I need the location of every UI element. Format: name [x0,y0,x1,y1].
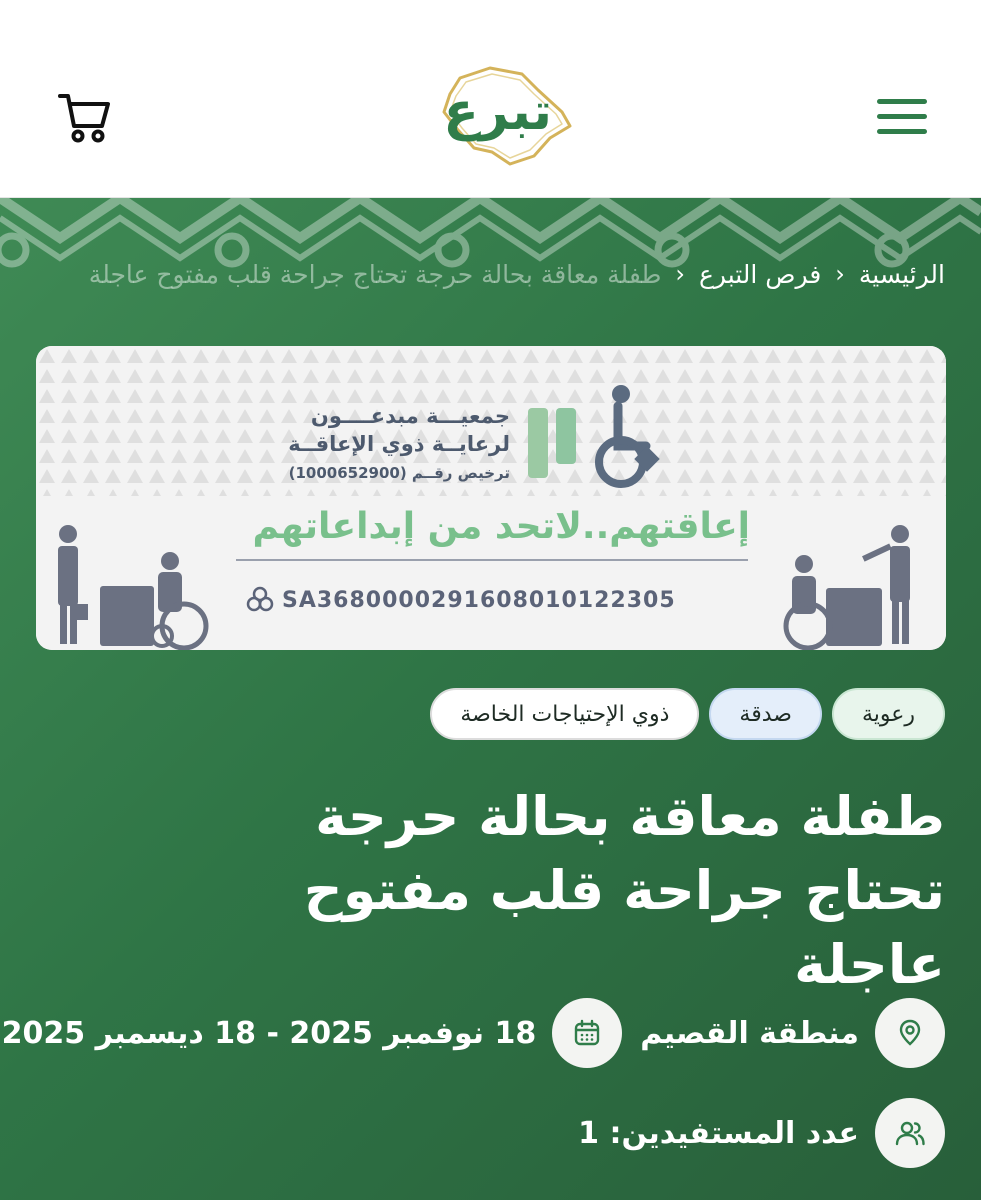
site-logo[interactable] [430,60,575,170]
org-name-line1: جمعيـــة مبدعــــون [310,404,510,428]
cart-icon [56,90,112,146]
menu-line [877,99,927,104]
page-title: طفلة معاقة بحالة حرجة تحتاج جراحة قلب مفتوح عاجلة [303,785,945,996]
info-beneficiaries [578,1098,945,1168]
users-icon [875,1098,945,1168]
date-range-text: 18 نوفمبر 2025 - 18 ديسمبر 2025 [1,1015,537,1051]
org-license: ترخيص رقــم (1000652900) [288,464,510,482]
bank-logo-icon [246,586,274,614]
info-location [640,998,945,1068]
tag-sadaqa[interactable]: صدقة [709,688,822,740]
location-pin-icon [875,998,945,1068]
logo-text: تبرع [443,82,552,142]
breadcrumb-home[interactable]: الرئيسية [858,259,945,289]
breadcrumb-section[interactable]: فرص التبرع [699,259,822,289]
banner-slogan: إعاقتهم..لاتحد من إبداعاتهم [252,506,750,547]
campaign-banner [36,346,946,650]
org-name-line2: لرعايــة ذوي الإعاقــة [288,432,510,456]
menu-line [877,129,927,134]
region-text: منطقة القصيم [640,1015,859,1051]
menu-line [877,114,927,119]
chevron-left-icon: ‹ [835,260,845,288]
tag-special-needs[interactable]: ذوي الإحتياجات الخاصة [430,688,699,740]
chevron-left-icon: ‹ [675,260,685,288]
info-row-location-date [2,998,945,1068]
tag-list [430,688,945,740]
hero-section [0,198,981,1200]
info-dates [2,998,623,1068]
top-header [0,0,981,198]
info-row-beneficiaries [578,1098,945,1168]
beneficiaries-text: عدد المستفيدين: 1 [578,1115,859,1151]
banner-iban [246,586,676,614]
breadcrumb [89,252,945,296]
breadcrumb-current: طفلة معاقة بحالة حرجة تحتاج جراحة قلب مفتوح عاجلة [88,259,662,289]
calendar-icon [552,998,622,1068]
cart-button[interactable] [56,90,112,146]
hamburger-icon[interactable] [877,97,927,137]
tag-raawiya[interactable]: رعوية [832,688,945,740]
iban-text: SA3680000291608010122305 [282,587,676,613]
